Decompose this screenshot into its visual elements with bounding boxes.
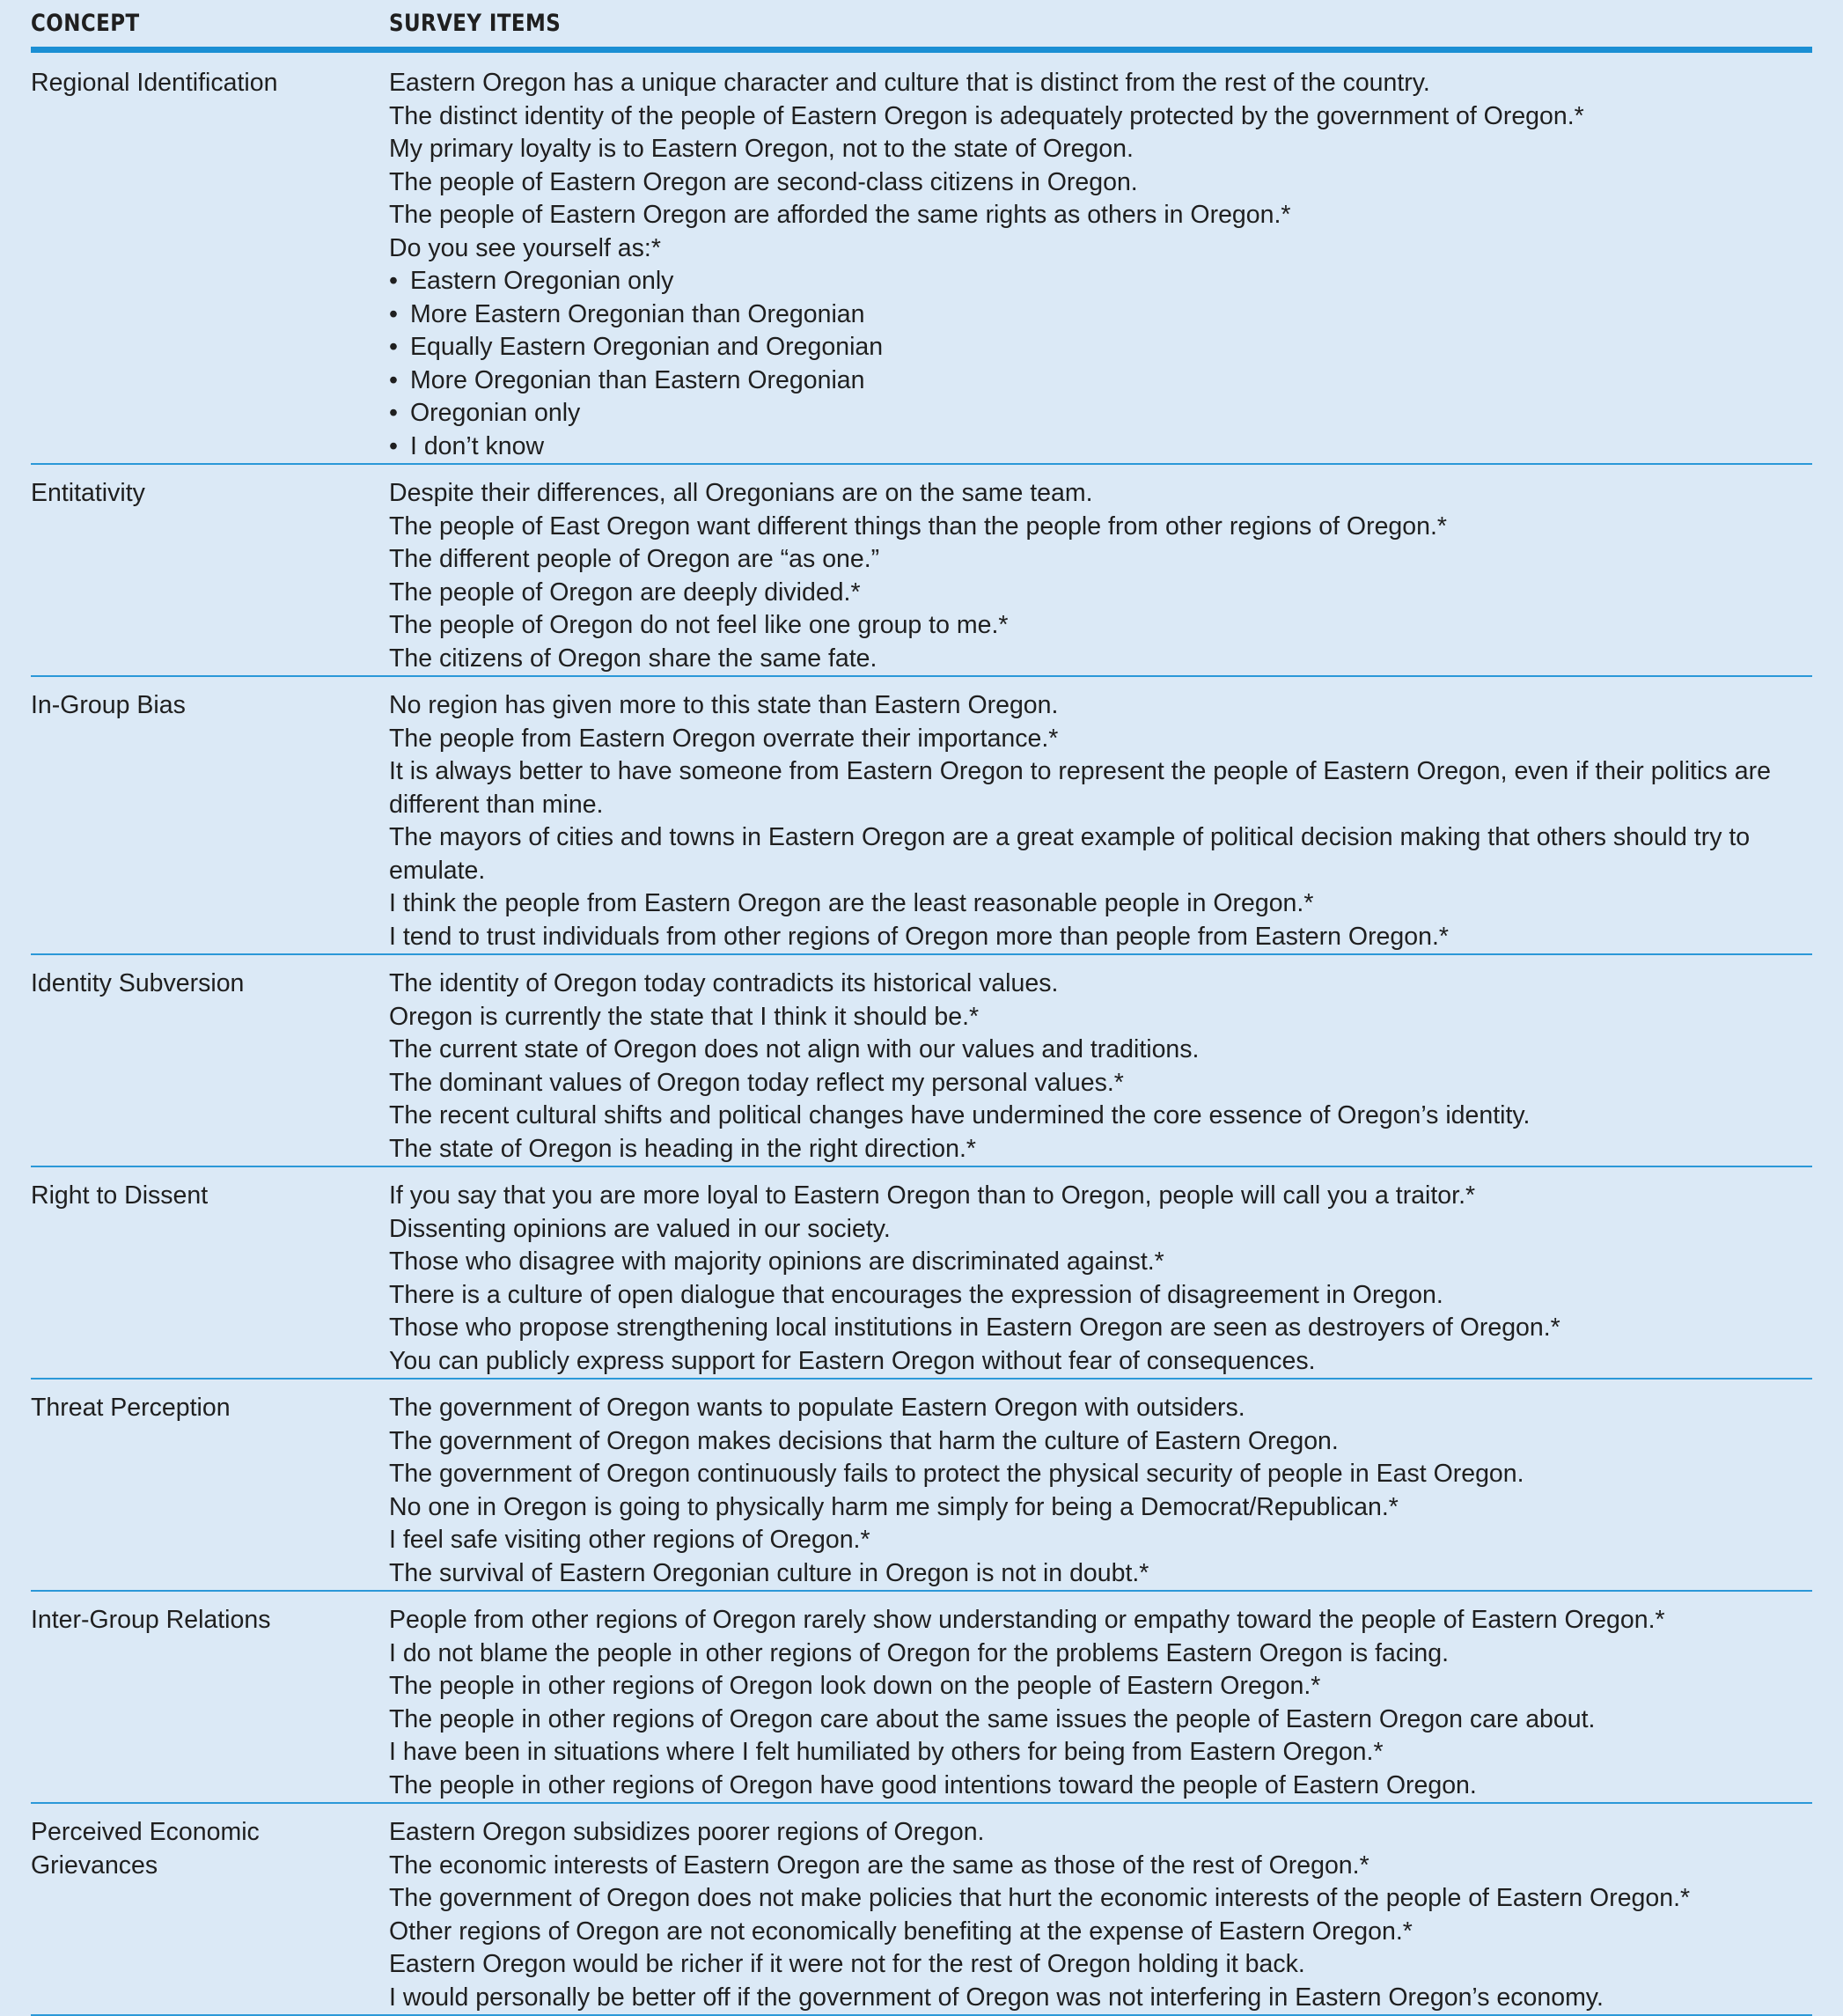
concept-cell: Regional Identification [31, 69, 278, 97]
survey-item: Other regions of Oregon are not economically benefiting at the expense of Eastern Oregon.* [389, 1917, 1413, 1946]
bullet-icon: • [389, 365, 398, 394]
survey-item: Those who propose strengthening local institutions in Eastern Oregon are seen as destroyers of Oregon.* [389, 1313, 1560, 1342]
response-option-label: More Eastern Oregonian than Oregonian [410, 299, 865, 328]
concept-cell: Inter-Group Relations [31, 1606, 271, 1634]
response-option-label: Equally Eastern Oregonian and Oregonian [410, 333, 884, 361]
concept-cell: Perceived Economic Grievances [31, 1818, 260, 1880]
bullet-icon: • [389, 399, 398, 427]
table-row [31, 465, 1812, 677]
survey-item: I would personally be better off if the government of Oregon was not interfering in Eastern Oregon’s economy. [389, 1983, 1604, 2012]
survey-item: The government of Oregon wants to populate Eastern Oregon with outsiders. [389, 1394, 1245, 1422]
survey-item: You can publicly express support for Eastern Oregon without fear of consequences. [389, 1346, 1316, 1375]
concept-cell: Right to Dissent [31, 1181, 209, 1210]
response-option [389, 265, 1812, 298]
survey-item: Those who disagree with majority opinions are discriminated against.* [389, 1247, 1164, 1276]
survey-item: I think the people from Eastern Oregon are the least reasonable people in Oregon.* [389, 889, 1314, 917]
survey-item: I have been in situations where I felt humiliated by others for being from Eastern Oregon.* [389, 1738, 1384, 1766]
survey-item: Do you see yourself as:* [389, 233, 661, 262]
survey-item: The current state of Oregon does not align with our values and traditions. [389, 1035, 1200, 1063]
survey-item: The people of Eastern Oregon are afforded the same rights as others in Oregon.* [389, 201, 1291, 229]
survey-item: Oregon is currently the state that I think it should be.* [389, 1002, 980, 1031]
survey-items-cell [389, 477, 1812, 675]
concept-cell: Entitativity [31, 479, 145, 507]
survey-item: The government of Oregon continuously fails to protect the physical security of people in East Oregon. [389, 1460, 1524, 1488]
survey-item: The dominant values of Oregon today reflect my personal values.* [389, 1068, 1124, 1097]
bullet-icon: • [389, 267, 398, 295]
survey-item: The different people of Oregon are “as one.” [389, 545, 880, 573]
survey-items-cell [389, 1816, 1812, 2014]
survey-items-cell [389, 968, 1812, 1166]
survey-item: Eastern Oregon subsidizes poorer regions of Oregon. [389, 1818, 985, 1846]
concept-cell: Identity Subversion [31, 969, 245, 997]
concept-cell: Threat Perception [31, 1394, 231, 1422]
survey-item: I do not blame the people in other regions of Oregon for the problems Eastern Oregon is facing. [389, 1638, 1450, 1667]
survey-item: The identity of Oregon today contradicts its historical values. [389, 969, 1059, 997]
response-option [389, 364, 1812, 398]
survey-items-cell [389, 1180, 1812, 1378]
response-option [389, 430, 1812, 464]
table-row [31, 1380, 1812, 1592]
table-header [31, 0, 1812, 53]
response-option-label: More Oregonian than Eastern Oregonian [410, 365, 865, 394]
table-body [31, 53, 1812, 2016]
survey-items-cell [389, 1604, 1812, 1802]
survey-item: The people from Eastern Oregon overrate their importance.* [389, 724, 1059, 753]
table-row [31, 1167, 1812, 1380]
survey-item: People from other regions of Oregon rarely show understanding or empathy toward the people of Eastern Oregon.* [389, 1606, 1665, 1634]
survey-item: My primary loyalty is to Eastern Oregon, not to the state of Oregon. [389, 135, 1134, 163]
survey-item: The people of Oregon are deeply divided.* [389, 578, 861, 607]
survey-item: The mayors of cities and towns in Eastern Oregon are a great example of political decision making that others should try to emulate. [389, 823, 1751, 885]
survey-item: The people of East Oregon want different things than the people from other regions of Oregon.* [389, 511, 1447, 541]
survey-item: I feel safe visiting other regions of Oregon.* [389, 1526, 870, 1554]
survey-item: Despite their differences, all Oregonians are on the same team. [389, 479, 1093, 507]
survey-item: The recent cultural shifts and political changes have undermined the core essence of Oregon’s identity. [389, 1101, 1531, 1129]
survey-item: Eastern Oregon would be richer if it were not for the rest of Oregon holding it back. [389, 1950, 1305, 1978]
survey-item: Eastern Oregon has a unique character and culture that is distinct from the rest of the country. [389, 69, 1430, 97]
table-row [31, 53, 1812, 465]
survey-item: The citizens of Oregon share the same fate. [389, 644, 877, 673]
survey-item: The people in other regions of Oregon have good intentions toward the people of Eastern Oregon. [389, 1770, 1477, 1799]
table-row [31, 955, 1812, 1167]
survey-item: The people of Eastern Oregon are second-class citizens in Oregon. [389, 167, 1138, 196]
response-option [389, 331, 1812, 364]
survey-items-cell [389, 1392, 1812, 1590]
survey-item: The people of Oregon do not feel like one group to me.* [389, 611, 1009, 639]
response-option-label: I don’t know [410, 431, 545, 460]
response-option [389, 298, 1812, 332]
survey-item: The state of Oregon is heading in the right direction.* [389, 1134, 976, 1163]
survey-items-cell [389, 67, 1812, 463]
survey-item: It is always better to have someone from Eastern Oregon to represent the people of Eastern Oregon, even if their politics are different than mine. [389, 757, 1771, 819]
concept-cell: In-Group Bias [31, 691, 186, 719]
survey-item: Dissenting opinions are valued in our society. [389, 1214, 891, 1243]
survey-items-cell [389, 689, 1812, 953]
survey-item: The people in other regions of Oregon look down on the people of Eastern Oregon.* [389, 1672, 1321, 1700]
table-row [31, 1592, 1812, 1804]
survey-item: I tend to trust individuals from other regions of Oregon more than people from Eastern Oregon.* [389, 922, 1449, 951]
survey-item: No one in Oregon is going to physically harm me simply for being a Democrat/Republican.* [389, 1492, 1399, 1521]
response-option-label: Oregonian only [410, 399, 581, 427]
response-option [389, 397, 1812, 430]
survey-item: The people in other regions of Oregon care about the same issues the people of Eastern Oregon care about. [389, 1704, 1596, 1733]
survey-item: The government of Oregon does not make policies that hurt the economic interests of the people of Eastern Oregon.* [389, 1884, 1691, 1912]
survey-item: The survival of Eastern Oregonian culture in Oregon is not in doubt.* [389, 1558, 1149, 1587]
survey-item: If you say that you are more loyal to Eastern Oregon than to Oregon, people will call you a traitor.* [389, 1181, 1476, 1210]
table-row [31, 677, 1812, 955]
survey-item: No region has given more to this state than Eastern Oregon. [389, 691, 1059, 719]
response-option-label: Eastern Oregonian only [410, 267, 674, 295]
table-row [31, 1804, 1812, 2016]
concept-column-header: CONCEPT [31, 10, 140, 37]
survey-items-column-header: SURVEY ITEMS [389, 10, 562, 37]
survey-table [31, 0, 1812, 2016]
survey-item: The government of Oregon makes decisions that harm the culture of Eastern Oregon. [389, 1426, 1339, 1455]
bullet-icon: • [389, 333, 398, 361]
survey-item: The distinct identity of the people of Eastern Oregon is adequately protected by the government of Oregon.* [389, 101, 1584, 130]
survey-item: The economic interests of Eastern Oregon are the same as those of the rest of Oregon.* [389, 1850, 1369, 1880]
bullet-icon: • [389, 431, 398, 460]
bullet-icon: • [389, 299, 398, 328]
survey-item: There is a culture of open dialogue that encourages the expression of disagreement in Oregon. [389, 1280, 1443, 1309]
